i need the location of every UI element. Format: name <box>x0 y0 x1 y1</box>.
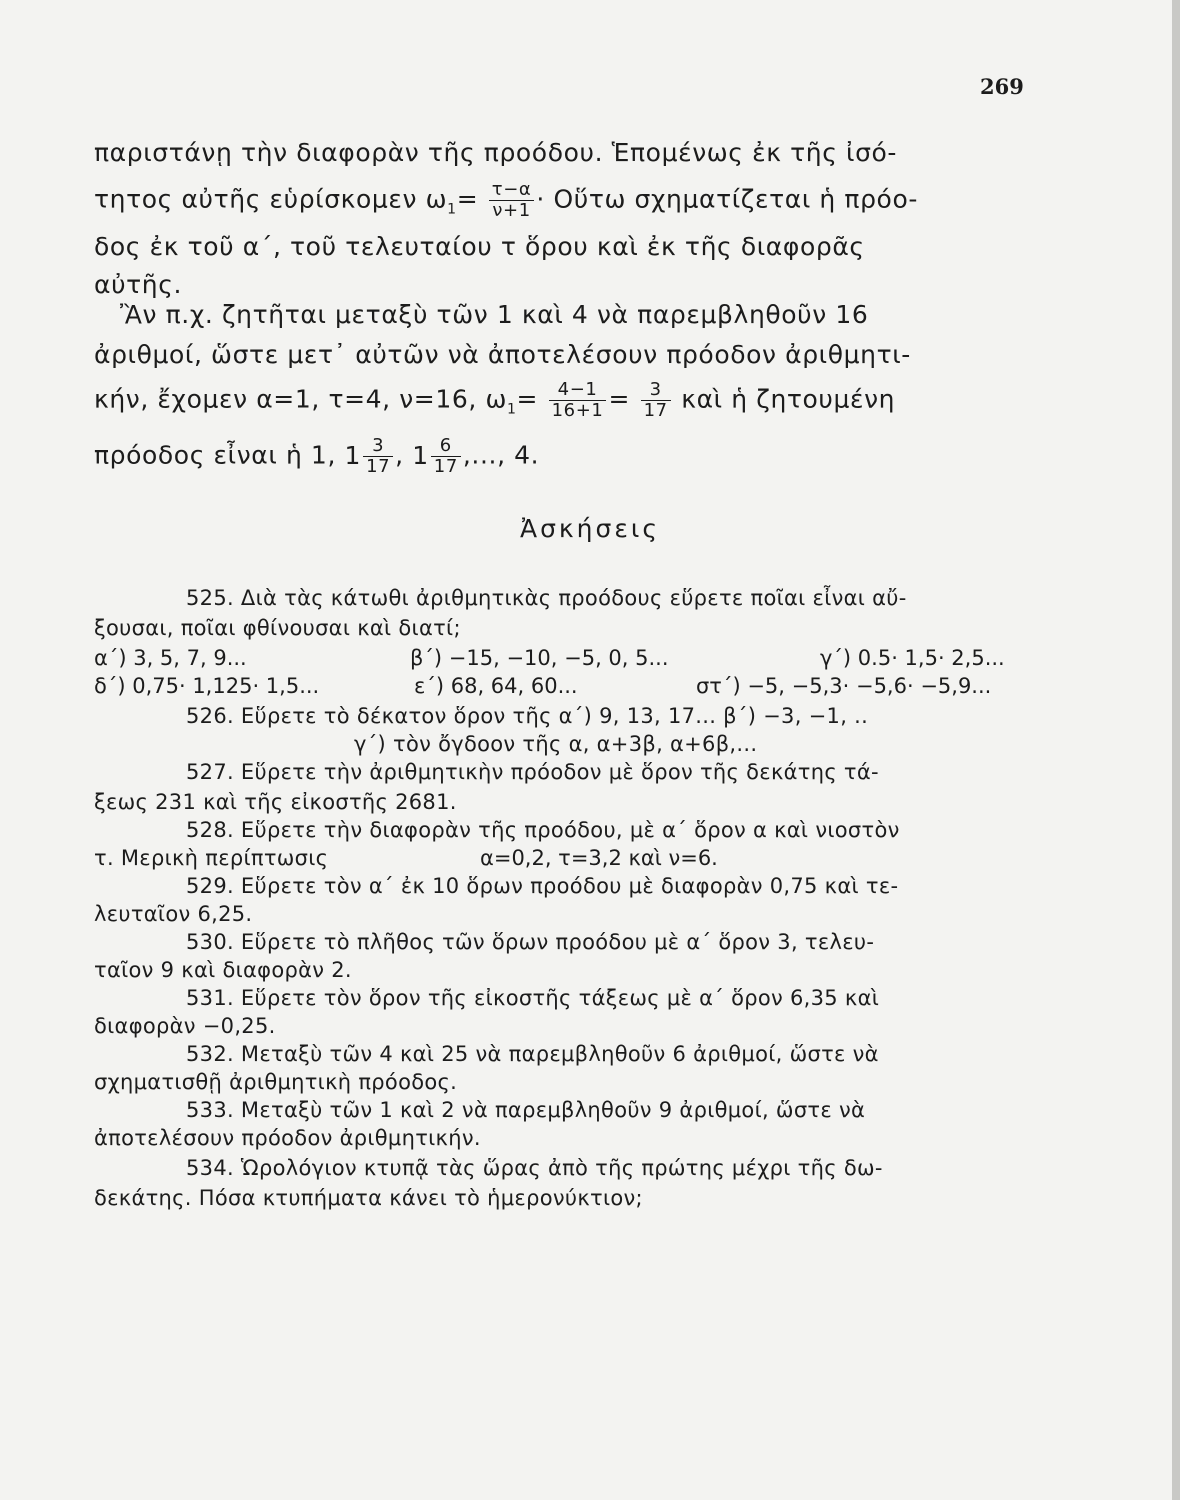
exercise-line: ξεως 231 καὶ τῆς εἰκοστῆς 2681. <box>94 790 457 814</box>
exercise-line: 533. Μεταξὺ τῶν 1 καὶ 2 νὰ παρεμβληθοῦν 9 ἀριθμοί, ὥστε νὰ <box>186 1098 866 1122</box>
exercise-line: 532. Μεταξὺ τῶν 4 καὶ 25 νὰ παρεμβληθοῦν 6 ἀριθμοί, ὥστε νὰ <box>186 1042 879 1066</box>
exercise-line: ἀποτελέσουν πρόοδον ἀριθμητικήν. <box>94 1126 481 1150</box>
exercise-line: ξουσαι, ποῖαι φθίνουσαι καὶ διατί; <box>94 616 461 640</box>
fraction-numerator: 4−1 <box>549 380 607 401</box>
page-edge <box>1172 0 1180 1500</box>
exercise-line: 525. Διὰ τὰς κάτωθι ἀριθμητικὰς προόδους εὕρετε ποῖαι εἶναι αὔ- <box>186 586 907 610</box>
fraction <box>489 180 535 221</box>
exercise-line: 528. Εὕρετε τὴν διαφορὰν τῆς προόδου, μὲ α΄ ὅρον α καὶ νιοστὸν <box>186 818 900 842</box>
exercise-line: λευταῖον 6,25. <box>94 902 253 926</box>
mixed-number <box>412 435 463 477</box>
text-run: τητος αὐτῆς εὑρίσκομεν ω <box>94 184 448 214</box>
exercise-line: 526. Εὕρετε τὸ δέκατον ὅρον τῆς α΄) 9, 13, 17... β΄) −3, −1, .. <box>186 704 869 728</box>
exercise-line: διαφορὰν −0,25. <box>94 1014 276 1038</box>
exercise-line: 534. Ὡρολόγιον κτυπᾷ τὰς ὥρας ἀπὸ τῆς πρώτης μέχρι τῆς δω- <box>186 1156 883 1180</box>
text-run: · Οὕτω σχηματίζεται ἡ πρόο- <box>536 184 918 214</box>
fraction-numerator: 3 <box>641 380 671 401</box>
subscript: 1 <box>507 401 517 418</box>
exercise-option: γ΄) 0.5· 1,5· 2,5... <box>820 646 1005 670</box>
exercise-option: ε΄) 68, 64, 60... <box>414 674 578 698</box>
exercise-line: γ΄) τὸν ὄγδοον τῆς α, α+3β, α+6β,... <box>354 732 758 756</box>
equals-sign: = <box>456 184 479 214</box>
exercise-option: β΄) −15, −10, −5, 0, 5... <box>410 646 669 670</box>
page-number: 269 <box>980 74 1024 99</box>
exercise-line: α=0,2, τ=3,2 καὶ ν=6. <box>480 846 718 870</box>
fraction-numerator: 6 <box>431 436 461 457</box>
subscript: 1 <box>447 201 457 218</box>
fraction-denominator: ν+1 <box>492 200 531 221</box>
mixed-whole: 1 <box>344 440 362 470</box>
text-line: δος ἐκ τοῦ α΄, τοῦ τελευταίου τ ὅρου καὶ ἐκ τῆς διαφορᾶς <box>94 232 865 261</box>
fraction <box>363 436 393 477</box>
exercise-line: δεκάτης. Πόσα κτυπήματα κάνει τὸ ἡμερονύκτιον; <box>94 1186 643 1210</box>
text-line: αὐτῆς. <box>94 270 183 299</box>
text-line: πρόοδος εἶναι ἡ 1, 1 $\frac{3}{17}$ , 1 $\frac{6}{17}$ ,..., 4. <box>94 435 540 477</box>
exercise-line: 530. Εὕρετε τὸ πλῆθος τῶν ὅρων προόδου μὲ α΄ ὅρον 3, τελευ- <box>186 930 875 954</box>
text-run: καὶ ἡ ζητουμένη <box>681 384 896 414</box>
exercise-line: 529. Εὕρετε τὸν α΄ ἐκ 10 ὅρων προόδου μὲ διαφορὰν 0,75 καὶ τε- <box>186 874 899 898</box>
mixed-number <box>344 435 396 477</box>
exercise-line: ταῖον 9 καὶ διαφορὰν 2. <box>94 958 352 982</box>
text-line <box>94 180 918 221</box>
fraction-numerator: τ−α <box>489 180 535 201</box>
text-line: ἀριθμοί, ὥστε μετ᾽ αὐτῶν νὰ ἀποτελέσουν πρόοδον ἀριθμητι- <box>94 340 911 369</box>
text-line <box>94 380 895 421</box>
mixed-whole: 1 <box>412 440 429 470</box>
exercise-line: 527. Εὕρετε τὴν ἀριθμητικὴν πρόοδον μὲ ὅρον τῆς δεκάτης τά- <box>186 760 879 784</box>
fraction-numerator: 3 <box>363 436 393 457</box>
equals-sign: = <box>608 384 631 414</box>
equals-sign: = <box>516 384 539 414</box>
fraction-denominator: 16+1 <box>551 400 604 421</box>
text-line: παριστάνῃ τὴν διαφορὰν τῆς προόδου. Ἑπομένως ἐκ τῆς ἰσό- <box>94 138 898 167</box>
fraction-denominator: 17 <box>643 400 668 421</box>
exercise-line: τ. Μερικὴ περίπτωσις <box>94 846 329 870</box>
text-line: Ἂν π.χ. ζητῆται μεταξὺ τῶν 1 καὶ 4 νὰ παρεμβληθοῦν 16 <box>120 300 869 329</box>
fraction <box>549 380 607 421</box>
fraction-denominator: 17 <box>366 456 391 477</box>
text-run: κήν, ἔχομεν α=1, τ=4, ν=16, ω <box>94 384 507 414</box>
exercise-option: δ΄) 0,75· 1,125· 1,5... <box>94 674 320 698</box>
fraction <box>431 436 461 477</box>
exercise-line: 531. Εὕρετε τὸν ὅρον τῆς εἰκοστῆς τάξεως μὲ α΄ ὅρον 6,35 καὶ <box>186 986 880 1010</box>
fraction-denominator: 17 <box>433 456 458 477</box>
fraction <box>641 380 671 421</box>
exercise-line: σχηματισθῇ ἀριθμητικὴ πρόοδος. <box>94 1070 458 1094</box>
text-run: πρόοδος εἶναι ἡ 1, <box>94 440 336 470</box>
exercise-option: α΄) 3, 5, 7, 9... <box>94 646 247 670</box>
text-run: ,..., 4. <box>462 440 540 470</box>
exercise-option: στ΄) −5, −5,3· −5,6· −5,9... <box>696 674 992 698</box>
section-title: Ἀσκήσεις <box>519 514 660 543</box>
